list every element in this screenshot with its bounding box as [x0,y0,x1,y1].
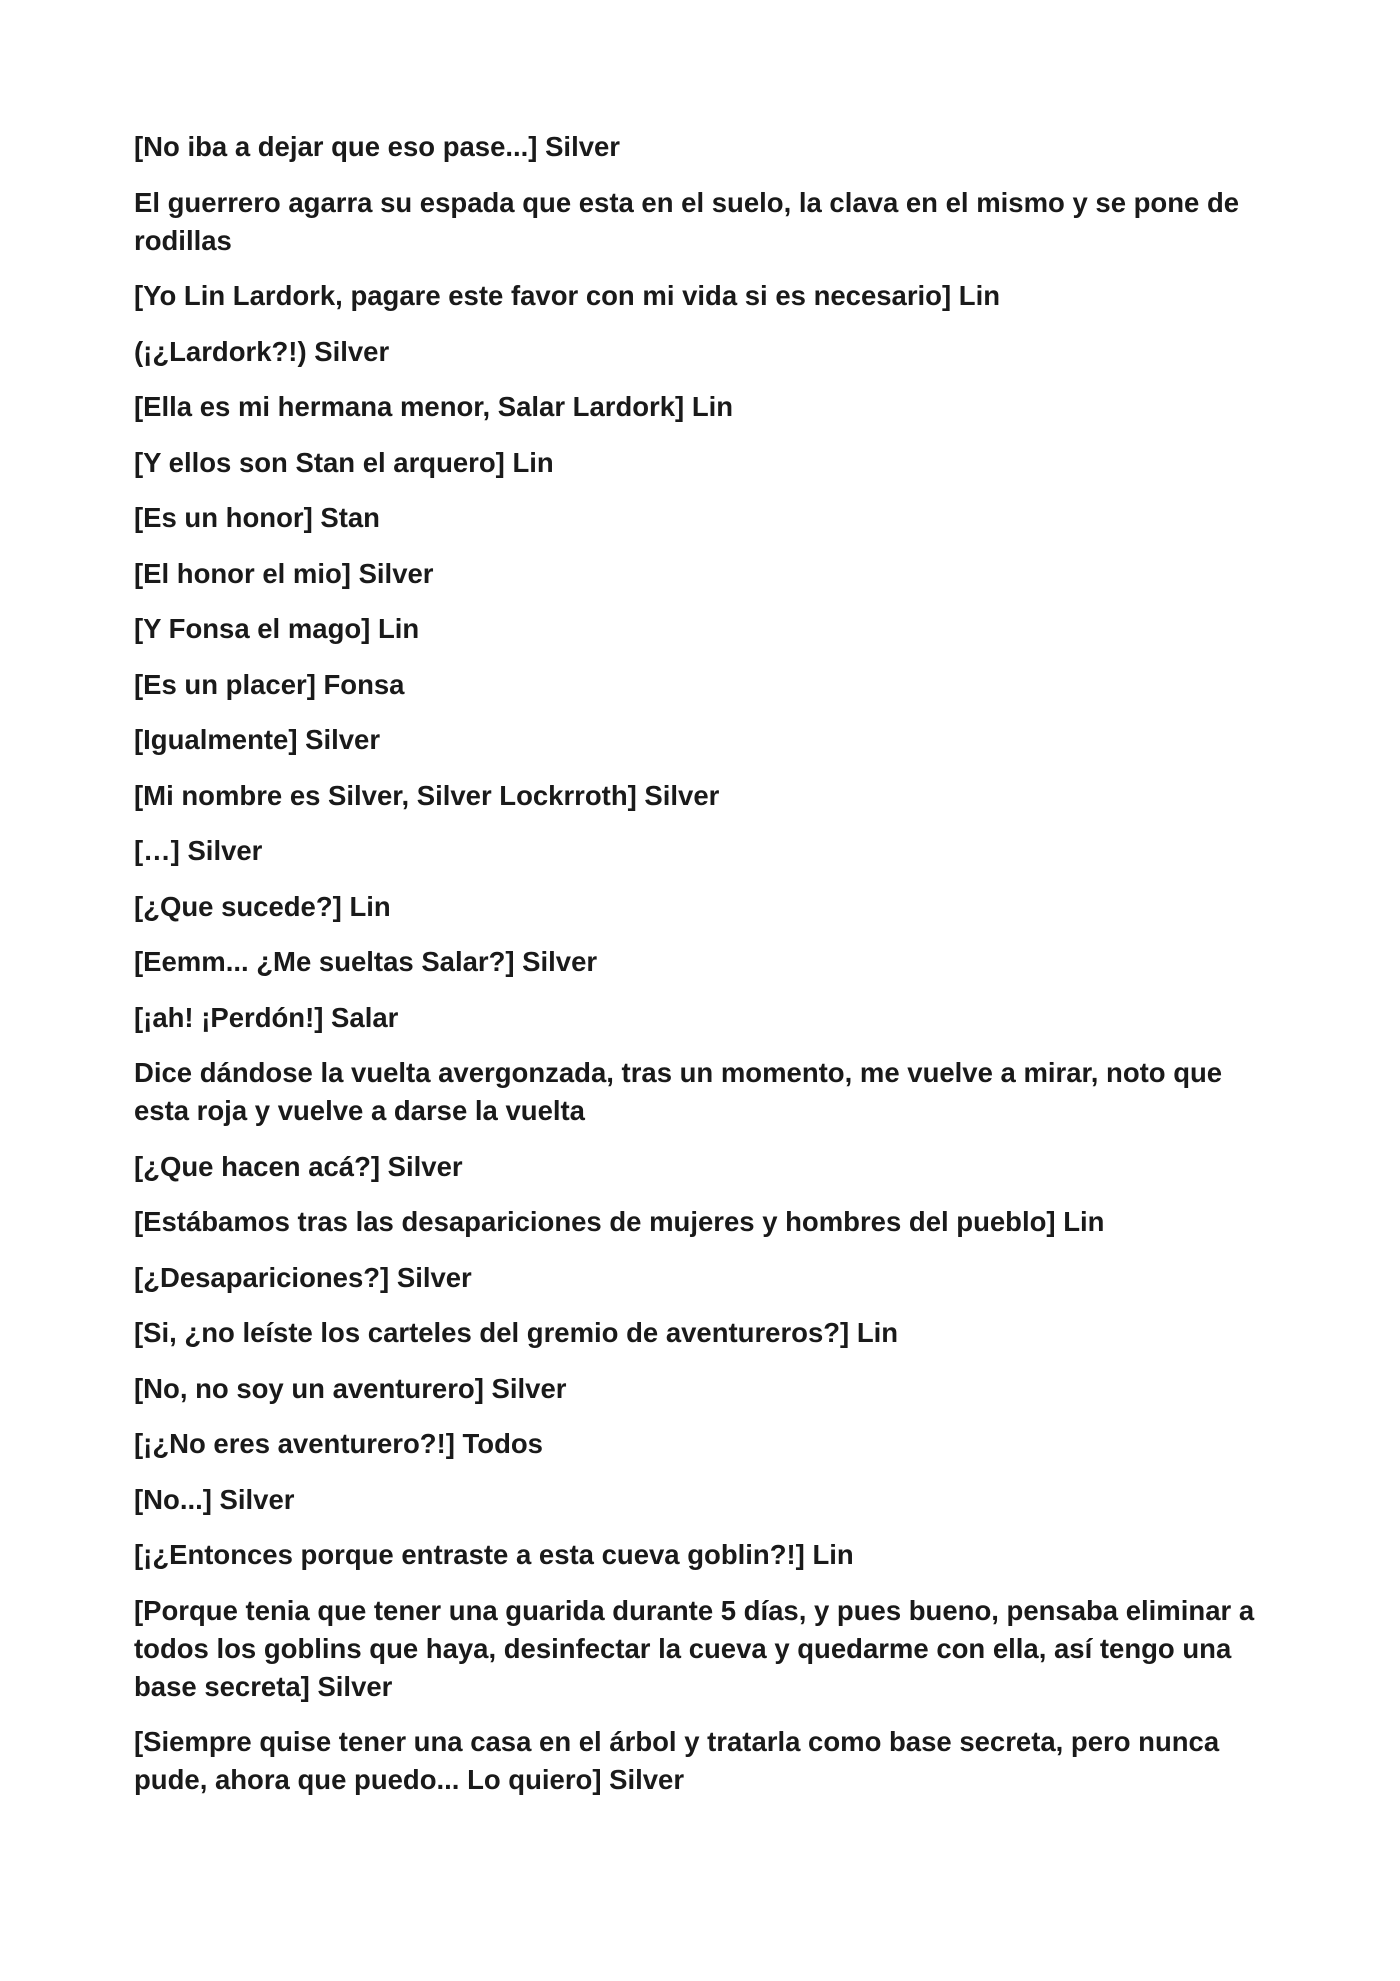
paragraph: [¿Que sucede?] Lin [134,890,391,922]
paragraph: [Si, ¿no leíste los carteles del gremio de aventureros?] Lin [134,1317,899,1348]
paragraph: [Es un honor] Stan [134,502,380,533]
paragraph: [Eemm... ¿Me sueltas Salar?] Silver [134,946,598,977]
paragraph: [Es un placer] Fonsa [134,668,405,700]
paragraph: […] Silver [134,835,263,866]
paragraph: [Porque tenia que tener una guarida durante 5 días, y pues bueno, pensaba eliminar a todos los goblins que haya, desinfectar la cueva y quedarme con ella, así tengo una base secreta] Silver [134,1594,1255,1702]
paragraph: (¡¿Lardork?!) Silver [134,335,390,367]
paragraph: [¡¿Entonces porque entraste a esta cueva goblin?!] Lin [134,1539,854,1570]
paragraph: [Yo Lin Lardork, pagare este favor con mi vida si es necesario] Lin [134,280,1001,311]
paragraph: [No...] Silver [134,1483,295,1515]
paragraph: [No, no soy un aventurero] Silver [134,1372,567,1404]
paragraph: [El honor el mio] Silver [134,557,434,589]
paragraph: [Mi nombre es Silver, Silver Lockrroth] Silver [134,779,720,811]
document-body [134,128,1274,1817]
paragraph: [¿Desapariciones?] Silver [134,1261,472,1293]
paragraph: [Siempre quise tener una casa en el árbol y tratarla como base secreta, pero nunca pude, ahora que puedo... Lo quiero] Silver [134,1726,1220,1795]
paragraph: [Igualmente] Silver [134,724,381,755]
paragraph: El guerrero agarra su espada que esta en el suelo, la clava en el mismo y se pone de rodillas [134,186,1240,256]
paragraph: [Ella es mi hermana menor, Salar Lardork] Lin [134,391,734,422]
paragraph: [¡ah! ¡Perdón!] Salar [134,1001,399,1033]
paragraph: [¿Que hacen acá?] Silver [134,1150,463,1182]
paragraph: [No iba a dejar que eso pase...] Silver [134,131,621,162]
paragraph: [¡¿No eres aventurero?!] Todos [134,1428,543,1459]
paragraph: [Y ellos son Stan el arquero] Lin [134,446,554,478]
paragraph: Dice dándose la vuelta avergonzada, tras un momento, me vuelve a mirar, noto que esta roja y vuelve a darse la vuelta [134,1057,1223,1126]
paragraph: [Estábamos tras las desapariciones de mujeres y hombres del pueblo] Lin [134,1206,1105,1237]
paragraph: [Y Fonsa el mago] Lin [134,613,420,644]
